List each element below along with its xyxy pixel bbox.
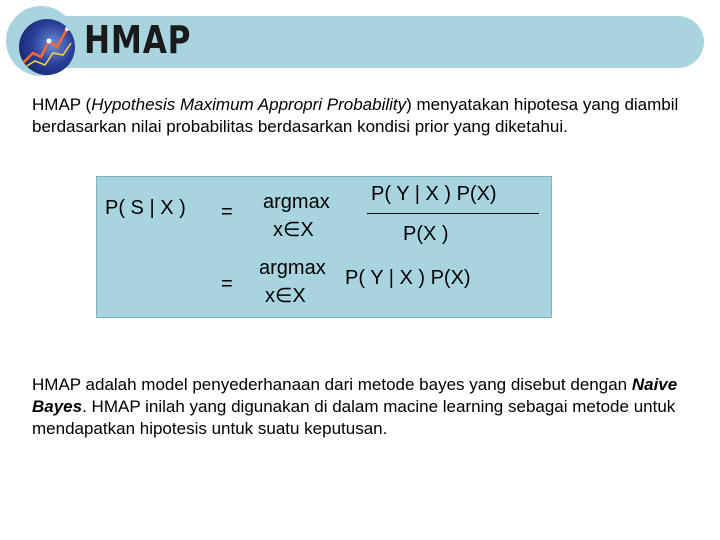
intro-paragraph: HMAP (Hypothesis Maximum Appropri Probability) menyatakan hipotesa yang diambil berdasarkan nilai probabilitas berdasarkan kondisi prior yang diketahui. xyxy=(32,95,679,136)
formula-box xyxy=(96,176,552,318)
formula-numerator: P( Y | X ) P(X) xyxy=(371,183,497,205)
body-paragraph: HMAP adalah model penyederhanaan dari metode bayes yang disebut dengan Naive Bayes. HMAP inilah yang digunakan di dalam macine learning sebagai metode untuk mendapatkan hipotesis untuk suatu keputusan. xyxy=(32,375,678,438)
formula-lhs: P( S | X ) xyxy=(105,197,186,219)
formula-expression-2: P( Y | X ) P(X) xyxy=(345,267,471,289)
term-naive-bayes: Naive Bayes xyxy=(32,375,678,416)
formula-denominator: P(X ) xyxy=(403,223,449,245)
formula-subscript-2: x∈X xyxy=(265,285,306,307)
term-hypothesis: Hypothesis Maximum Appropri Probability xyxy=(91,95,407,114)
formula-argmax-2: argmax xyxy=(259,257,326,279)
page-title: HMAP xyxy=(84,18,192,62)
formula-equals-1: = xyxy=(221,201,233,223)
chart-globe-icon xyxy=(19,19,75,75)
logo xyxy=(6,6,76,76)
formula-equals-2: = xyxy=(221,273,233,295)
fraction-line xyxy=(367,213,539,214)
formula-subscript-1: x∈X xyxy=(273,219,314,241)
formula-argmax-1: argmax xyxy=(263,191,330,213)
